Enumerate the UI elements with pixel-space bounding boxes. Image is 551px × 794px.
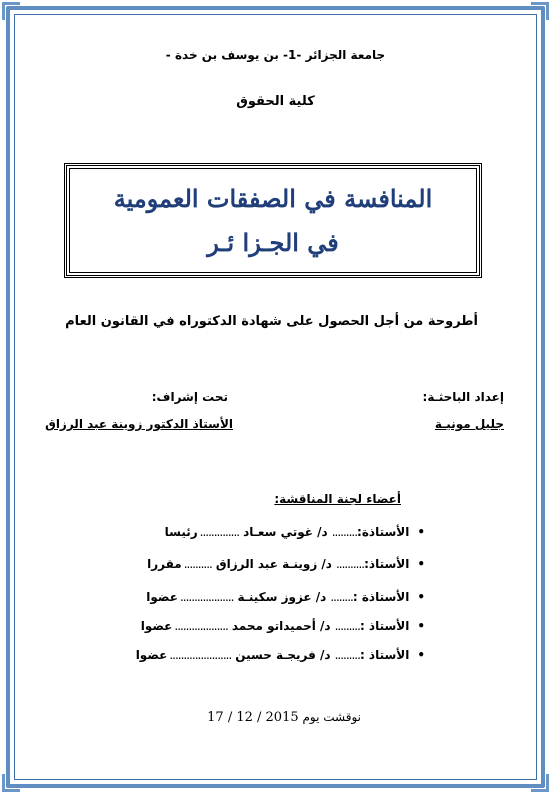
defense-date-label: نوقشت يوم [302,710,361,724]
bullet-icon: • [417,619,425,633]
supervisor-label: تحت إشراف: [151,390,228,404]
dotted-leader: ......... [331,525,358,539]
defense-date [207,710,361,725]
bullet-icon: • [417,525,425,539]
dotted-leader: ........ [330,590,353,604]
university-name: جامعة الجزائر -1- بن يوسف بن خدة - [165,48,386,62]
committee-member: •الأستاذ :.........د/ فريجـة حسين......................عضوا [135,648,425,662]
thesis-statement: أطروحة من أجل الحصول على شهادة الدكتوراه في القانون العام [65,314,478,329]
dotted-leader: .......... [183,557,212,571]
dotted-leader: ................... [179,590,234,604]
thesis-title-line1: المنافسة في الصفقات العمومية [113,184,433,213]
committee-member: •الأستاذ:..........د/ زوينـة عبد الرزاق..........مقررا [147,557,425,571]
bullet-icon: • [417,648,425,662]
border-corner-ornament [2,2,20,20]
bullet-icon: • [417,590,425,604]
thesis-title-box [64,163,482,278]
committee-label: أعضاء لجنة المناقشة: [274,492,401,506]
committee-member: •الأستاذ :.........د/ أحميداتو محمد...................عضوا [140,619,425,633]
dotted-leader: .............. [199,525,240,539]
bullet-icon: • [417,557,425,571]
dotted-leader: ...................... [169,648,232,662]
dotted-leader: ......... [334,648,360,662]
dotted-leader: .......... [335,557,365,571]
border-corner-ornament [531,2,549,20]
border-corner-ornament [2,774,20,792]
defense-date-value: 17 / 12 / 2015 [207,710,299,725]
author-name: جليل مونيـة [434,417,504,431]
faculty-name: كلية الحقوق [236,94,315,109]
committee-member: •الأستاذة:.........د/ غوتي سعـاد..............رئيسا [164,525,425,539]
thesis-title-line2: في الجـزا ئـر [207,228,339,257]
prepared-by-label: إعداد الباحثـة: [422,390,504,404]
dotted-leader: ......... [334,619,360,633]
committee-member: •الأستاذة :........د/ عزوز سكينـة...................عضوا [146,590,425,604]
border-corner-ornament [531,774,549,792]
supervisor-name: الأستاذ الدكتور زوينة عبد الرزاق [45,417,233,431]
dotted-leader: ................... [174,619,228,633]
